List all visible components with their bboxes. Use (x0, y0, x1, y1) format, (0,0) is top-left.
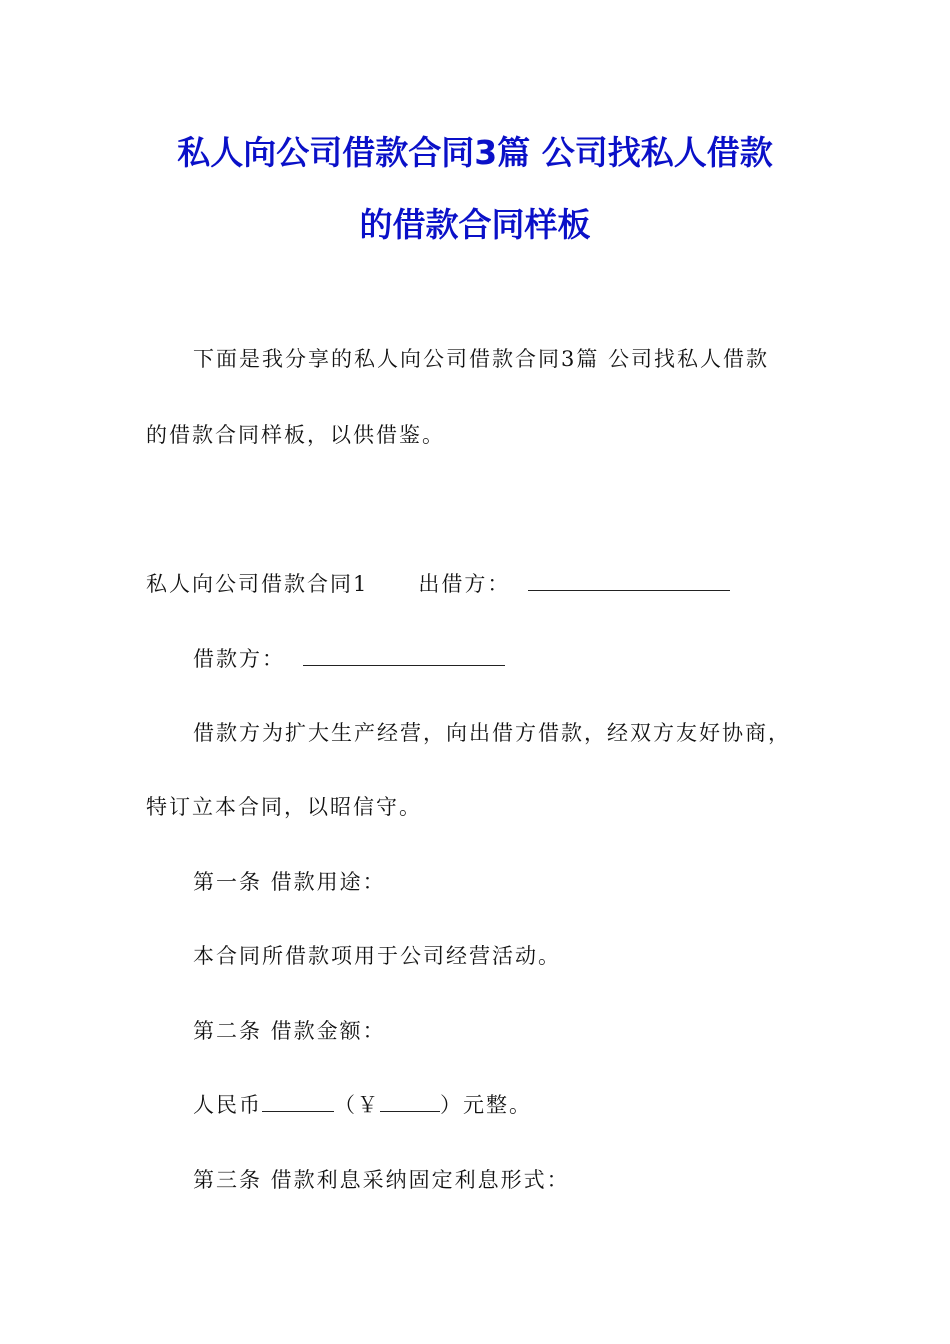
contract-heading-row (146, 569, 730, 599)
amount-words-blank (262, 1091, 334, 1112)
document-title-line-1: 私人向公司借款合同3篇 公司找私人借款 (177, 133, 773, 172)
amount-figures-blank (380, 1091, 440, 1112)
borrower-row (193, 644, 505, 674)
article-1-title: 第一条 借款用途： (193, 870, 386, 894)
preamble-line-2: 特订立本合同，以昭信守。 (146, 795, 422, 819)
intro-line-2: 的借款合同样板，以供借鉴。 (146, 423, 445, 447)
contract-heading: 私人向公司借款合同1 (146, 572, 369, 596)
article-3-title: 第三条 借款利息采纳固定利息形式： (193, 1168, 570, 1192)
amount-suffix: ）元整。 (440, 1093, 532, 1117)
article-2-title: 第二条 借款金额： (193, 1019, 386, 1043)
lender-blank-field (528, 570, 730, 591)
borrower-blank-field (303, 645, 505, 666)
amount-row (193, 1090, 532, 1120)
preamble-line-1: 借款方为扩大生产经营，向出借方借款，经双方友好协商， (193, 721, 791, 745)
amount-middle: （￥ (334, 1093, 380, 1117)
lender-label: 出借方： (418, 572, 511, 596)
article-1-text: 本合同所借款项用于公司经营活动。 (193, 944, 561, 968)
document-title-line-2: 的借款合同样板 (359, 205, 591, 244)
borrower-label: 借款方： (193, 647, 285, 671)
intro-line-1: 下面是我分享的私人向公司借款合同3篇 公司找私人借款 (193, 347, 770, 371)
amount-prefix: 人民币 (193, 1093, 262, 1117)
